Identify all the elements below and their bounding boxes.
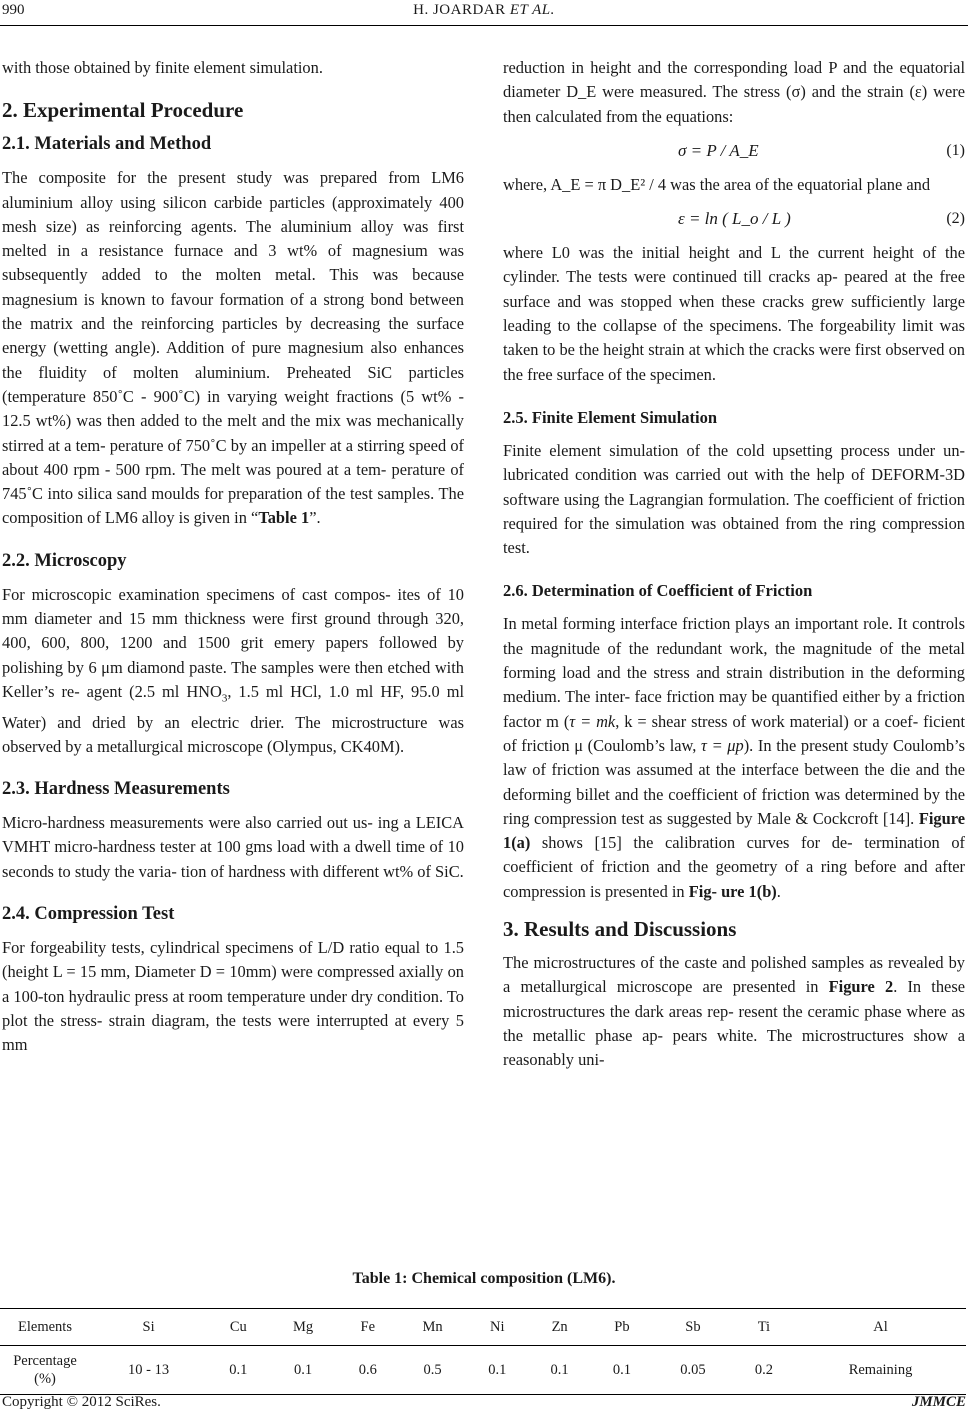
table-cell: Remaining bbox=[795, 1346, 966, 1395]
page-number: 990 bbox=[2, 2, 25, 18]
table-header-cell: Ti bbox=[733, 1309, 795, 1346]
subsection-heading-materials: 2.1. Materials and Method bbox=[2, 134, 212, 155]
table-cell: 0.1 bbox=[591, 1346, 653, 1395]
table-header-cell: Zn bbox=[528, 1309, 590, 1346]
table-header-cell: Sb bbox=[653, 1309, 733, 1346]
equation-2: ε = ln ( L_o / L ) (2) bbox=[503, 203, 965, 233]
table-header-cell: Mg bbox=[269, 1309, 336, 1346]
table-cell: 0.1 bbox=[466, 1346, 528, 1395]
table-cell: 0.05 bbox=[653, 1346, 733, 1395]
paragraph-hardness: Micro-hardness measurements were also carried out us- ing a LEICA VMHT micro-hardness tester at 100 gms load with a dwell time of 10 seconds to study the varia- tion of hardness with different wt% of SiC. bbox=[2, 813, 464, 881]
table-cell: 0.1 bbox=[269, 1346, 336, 1395]
right-column bbox=[503, 56, 965, 1073]
table-header-cell: Si bbox=[90, 1309, 207, 1346]
subsection-heading-friction: 2.6. Determination of Coefficient of Friction bbox=[503, 581, 813, 601]
paragraph-microscopy: For microscopic examination specimens of cast compos- ites of 10 mm diameter and 15 mm thickness were first ground through 320, 400, 600, 800, 1200 and 1500 grit emery papers followed by polishing by 6 μm diamond paste. The samples were then etched with Keller’s re- agent (2.5 ml $HNO_3$, 1.5 ml HCl, 1.0 ml HF, 95.0 ml Water) and dried by an electric drier. The microstructure was observed by a metallurgical microscope (Olympus, CK40M). bbox=[2, 584, 464, 756]
equation-1-number: (1) bbox=[946, 141, 965, 159]
paragraph-results: The microstructures of the caste and polished samples as revealed by a metallurgical microscope are presented in Figure 2. In these microstructures the dark areas rep- resent the ceramic phase where as the metallic phase ap- pears white. The microstructures show a reasonably uni- bbox=[503, 953, 965, 1070]
table-row bbox=[0, 1346, 966, 1395]
paragraph-friction: In metal forming interface friction plays an important role. It controls the magnitude of the redundant work, the magnitude of the metal forming load and the stress and strain distribution in the deforming medium. The inter- face friction may be quantified either by a friction factor m (τ = mk, k = shear stress of work material) or a coef- ficient of friction μ (Coulomb’s law, τ = μp). In the present study Coulomb’s law of friction was assumed at the interface between the die and the deforming billet and the coefficient of friction was determined by the ring compression test as suggested by Male & Cockcroft [14]. Figure 1(a) shows [15] the calibration curves for de- termination of coefficient of friction and the geometry of a ring before and after compression is presented in Fig- ure 1(b). bbox=[503, 614, 966, 901]
table-cell: Percentage (%) bbox=[0, 1346, 90, 1395]
table-header-cell: Ni bbox=[466, 1309, 528, 1346]
table-header-cell: Mn bbox=[399, 1309, 466, 1346]
section-heading-results: 3. Results and Discussions bbox=[503, 917, 737, 942]
table-header-cell: Al bbox=[795, 1309, 966, 1346]
table-header-cell: Cu bbox=[207, 1309, 269, 1346]
paragraph-area-definition: where, A_E = π D_E² / 4 was the area of the equatorial plane and bbox=[503, 174, 931, 194]
header-rule bbox=[0, 25, 968, 26]
table-cell: 0.6 bbox=[337, 1346, 399, 1395]
table-cell: 0.1 bbox=[207, 1346, 269, 1395]
paragraph-compression: For forgeability tests, cylindrical specimens of L/D ratio equal to 1.5 (height L = 15 mm, Diameter D = 10mm) were compressed axially on a 100-ton hydraulic press at room temperature under dry condition. To plot the stress- strain diagram, the tests were interrupted at every 5 mm bbox=[2, 938, 464, 1055]
left-column bbox=[2, 56, 464, 1057]
subsection-heading-hardness: 2.3. Hardness Measurements bbox=[2, 779, 230, 800]
running-head-authors: H. JOARDAR ET AL. bbox=[413, 2, 555, 18]
running-header bbox=[0, 0, 968, 28]
paragraph-materials: The composite for the present study was prepared from LM6 aluminium alloy using silicon carbide particles (approximately 400 mesh size) as reinforcing agents. The aluminium alloy was first melted in a resistance furnace and 3 wt% of magnesium was subsequently added to the molten metal. This was because magnesium is known to favour formation of a strong bond between the matrix and the reinforcing particles by decreasing the surface energy (wetting angle). Addition of pure magnesium also enhances the fluidity of molten aluminium. Preheated SiC particles (temperature 850˚C - 900˚C) in varying weight fractions (5 wt% - 12.5 wt%) was then added to the melt and the mix was mechanically stirred at a tem- perature of 750˚C by an impeller at a stirring speed of about 400 rpm - 500 rpm. The melt was poured at a tem- perature of 745˚C into silica sand moulds for preparation of the test samples. The composition of LM6 alloy is given in “Table 1”. bbox=[2, 168, 464, 528]
table-header-row bbox=[0, 1309, 966, 1346]
composition-table bbox=[0, 1308, 966, 1395]
table-header-cell: Fe bbox=[337, 1309, 399, 1346]
section-heading-experimental: 2. Experimental Procedure bbox=[2, 98, 244, 123]
equation-1: σ = P / A_E (1) bbox=[503, 135, 965, 165]
table-caption: Table 1: Chemical composition (LM6). bbox=[352, 1270, 616, 1287]
subsection-heading-compression: 2.4. Compression Test bbox=[2, 904, 175, 924]
table-cell: 0.1 bbox=[528, 1346, 590, 1395]
subsection-heading-microscopy: 2.2. Microscopy bbox=[2, 550, 127, 571]
intro-sentence: with those obtained by finite element simulation. bbox=[2, 58, 323, 77]
paragraph-measurement: reduction in height and the corresponding load P and the equatorial diameter D_E were measured. The stress (σ) and the strain (ε) were then calculated from the equations: bbox=[503, 58, 965, 126]
copyright-notice: Copyright © 2012 SciRes. bbox=[2, 1394, 161, 1410]
table-header-cell: Elements bbox=[0, 1309, 90, 1346]
table-header-cell: Pb bbox=[591, 1309, 653, 1346]
paragraph-strain-definition: where L0 was the initial height and L the current height of the cylinder. The tests were continued till cracks ap- peared at the free surface and was stopped when these cracks grew sufficiently large leading to the collapse of the specimens. The forgeability limit was taken to be the height strain at which the cracks were first observed on the free surface of the specimen. bbox=[503, 243, 965, 384]
table-cell: 0.5 bbox=[399, 1346, 466, 1395]
table-cell: 0.2 bbox=[733, 1346, 795, 1395]
table-cell: 10 - 13 bbox=[90, 1346, 207, 1395]
subsection-heading-fem: 2.5. Finite Element Simulation bbox=[503, 407, 718, 427]
journal-name: JMMCE bbox=[911, 1394, 966, 1410]
equation-2-number: (2) bbox=[946, 210, 965, 228]
paragraph-fem: Finite element simulation of the cold upsetting process under un-lubricated condition was carried out with the help of DEFORM-3D software using the Lagrangian formulation. The coefficient of friction required for the simulation was obtained from the ring compression test. bbox=[503, 440, 965, 558]
